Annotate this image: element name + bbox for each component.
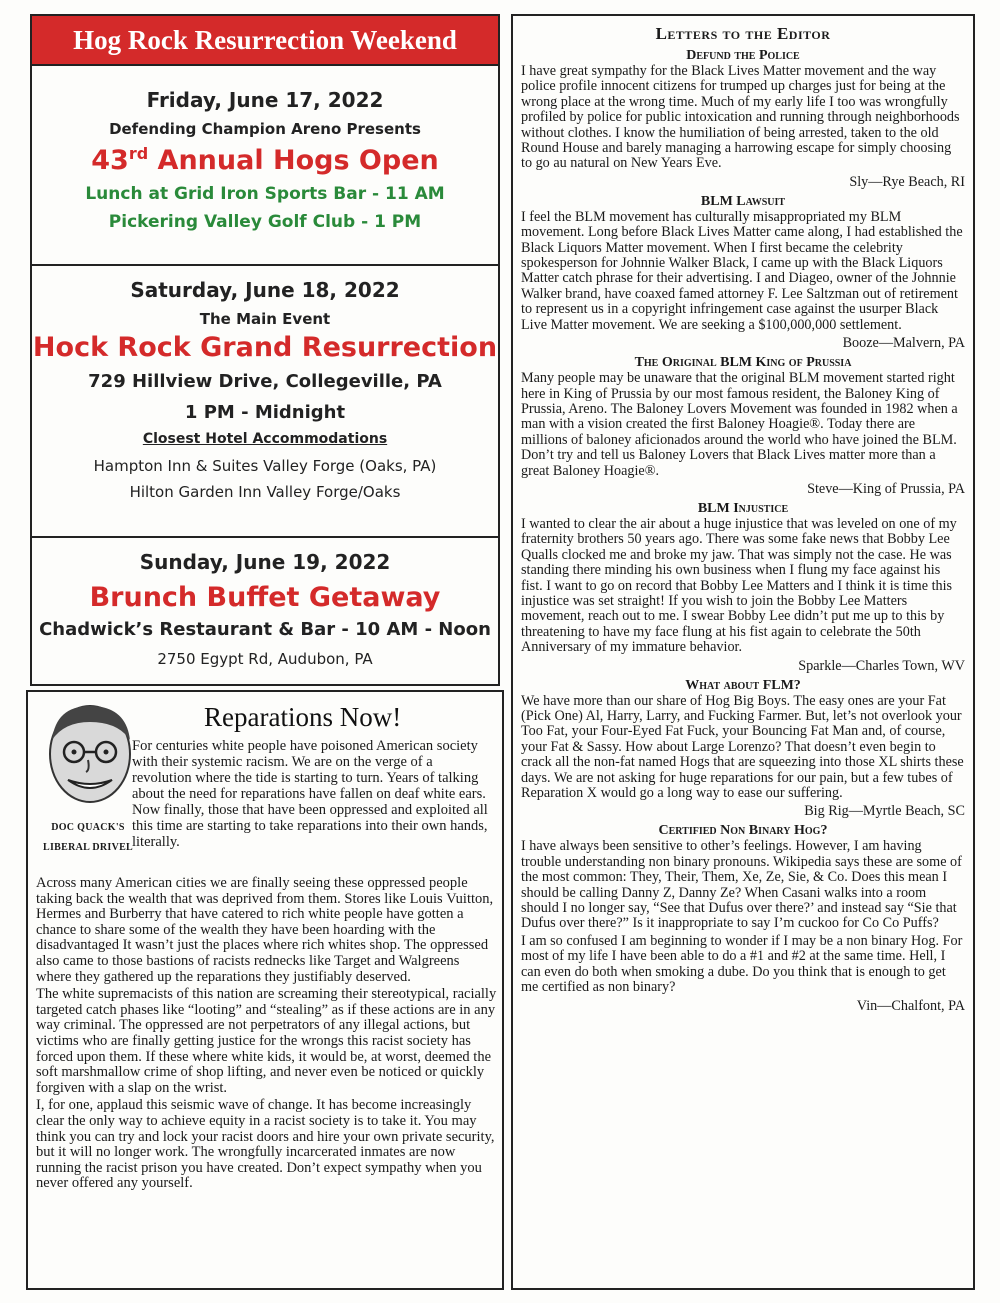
friday-golf: Pickering Valley Golf Club - 1 PM	[108, 212, 422, 232]
friday-title-num: 43	[91, 145, 129, 176]
letter-body	[521, 839, 965, 995]
saturday-date: Saturday, June 18, 2022	[130, 278, 400, 302]
friday-date: Friday, June 17, 2022	[146, 88, 384, 112]
weekend-banner: Hog Rock Resurrection Weekend	[32, 16, 498, 66]
letter-body	[521, 517, 965, 656]
friday-lunch: Lunch at Grid Iron Sports Bar - 11 AM	[85, 184, 445, 204]
letter-title: The Original BLM King of Prussia	[634, 355, 852, 371]
hotel-hilton: Hilton Garden Inn Valley Forge/Oaks	[129, 483, 401, 501]
letter-signature: Big Rig—Myrtle Beach, SC	[804, 803, 965, 820]
friday-title-sup: rd	[128, 144, 149, 163]
sunday-title: Brunch Buffet Getaway	[89, 582, 441, 613]
letter-body	[521, 694, 965, 802]
letter	[521, 678, 965, 820]
event-schedule-box	[30, 14, 500, 686]
letter-signature: Booze—Malvern, PA	[842, 335, 965, 352]
letters-column	[511, 14, 975, 1290]
friday-title	[32, 144, 498, 176]
letter-title: What about FLM?	[685, 677, 801, 693]
reparations-body	[36, 876, 498, 1194]
letter-signature: Sly—Rye Beach, RI	[849, 173, 965, 190]
letter-title: Defund the Police	[686, 48, 800, 63]
letter-body	[521, 371, 965, 479]
letter	[521, 194, 965, 351]
letter-paragraph: I feel the BLM movement has culturally misappropriated my BLM movement. Long before Black Lives Matter came along, I had established the Black Liquors Matter movement. When I first became the celebrity spokesperson for Johnnie Walker Black, I came up with the Black Liquors Matter catch phrase for their advertising. I and Diageo, owner of the Johnnie Walker brand, have coaxed famed attorney F. Lee Saltzman out of retirement to represent us in a copyright infringement case against the usurper Black Live Matter movement. We are seeking a $100,000,000 settlement.	[521, 208, 963, 333]
caption-line2: LIBERAL DRIVEL	[42, 842, 134, 853]
letter-paragraph: I have great sympathy for the Black Lives Matter movement and the way police profile innocent citizens for trumped up charges just for being at the wrong place at the wrong time. Much of my early life I too was wrongfully profiled by police for public intoxication and running through neighborhoods without clothes. I know the humiliation of being arrested, taken to the old Round House and barely managing a harrowing escape for simply choosing to go au natural on New Years Eve.	[521, 63, 960, 172]
saturday-title: Hock Rock Grand Resurrection	[32, 332, 498, 363]
sunday-address: 2750 Egypt Rd, Audubon, PA	[157, 650, 373, 668]
letter-signature: Vin—Chalfont, PA	[856, 997, 965, 1014]
saturday-time: 1 PM - Midnight	[184, 402, 346, 423]
letters-heading: Letters to the Editor	[655, 24, 831, 43]
letter	[521, 355, 965, 497]
letter-paragraph: Many people may be unaware that the original BLM movement started right here in King of Prussia by our most famous resident, the Baloney King of Prussia, Areno. The Baloney Lovers Movement was founded in 1982 when a man with a vision created the first Baloney Hoagie®. Today there are millions of baloney aficionados around the world who have joined the BLM. Don’t try and tell us Baloney Lovers that Black Lives matter more than a great Baloney Hoagie®.	[521, 370, 958, 479]
letter-title: Certified Non Binary Hog?	[658, 823, 828, 839]
saturday-section	[32, 266, 498, 538]
reparations-column	[26, 690, 504, 1290]
letter	[521, 48, 965, 190]
sunday-date: Sunday, June 19, 2022	[139, 550, 391, 574]
reparations-title: Reparations Now!	[204, 702, 402, 732]
hotel-hampton: Hampton Inn & Suites Valley Forge (Oaks, PA)	[93, 457, 437, 475]
friday-presenter: Defending Champion Areno Presents	[109, 120, 421, 138]
caricature-portrait	[34, 700, 144, 810]
sunday-section	[32, 538, 498, 686]
sunday-venue: Chadwick’s Restaurant & Bar - 10 AM - Noon	[39, 619, 491, 640]
letter	[521, 823, 965, 1013]
letter-signature: Steve—King of Prussia, PA	[807, 480, 965, 497]
letter-paragraph: I wanted to clear the air about a huge injustice that was leveled on one of my fraternity brothers 50 years ago. There was some fake news that Bobby Lee Qualls clocked me and broke my jaw. That was simply not the case. He was standing there minding his own business when I flung my face against his fist. I want to go on record that Bobby Lee Matters and I think it is time this injustice was set straight! If you wish to join the Bobby Lee Matters movement, reach out to me. I swear Bobby Lee didn’t put me up to this by threatening to have my face flung at his fist again to celebrate the 50th Anniversary of my immature behavior.	[521, 515, 957, 656]
letter-paragraph: We have more than our share of Hog Big Boys. The easy ones are your Fat (Pick One) Al, Harry, Larry, and Fucking Farmer. But, let’s not overlook your Too Fat, your Four-Eyed Fat Fuck, your Bouncing Fat Man and, of course, your Fat & Sassy. How about Large Lorenzo? That doesn’t even begin to crack all the non-fat named Hogs that are squeezing into those XL shirts these days. We are not asking for huge reparations for our pain, but a few tubes of Reparation X would go a long way to ease our suffering.	[521, 692, 964, 802]
letter-title: BLM Lawsuit	[700, 193, 786, 209]
friday-title-rest: Annual Hogs Open	[148, 145, 439, 176]
hotels-heading: Closest Hotel Accommodations	[142, 431, 388, 447]
friday-section	[32, 66, 498, 266]
letter-title: BLM Injustice	[697, 500, 789, 516]
letter	[521, 501, 965, 674]
saturday-address: 729 Hillview Drive, Collegeville, PA	[88, 371, 442, 392]
saturday-sub: The Main Event	[199, 310, 331, 328]
letter-paragraph: I have always been sensitive to other’s feelings. However, I am having trouble understanding non binary pronouns. Wikipedia says these are some of the most common: They, Their, Them, Xe, Ze, Sie, & Co. Does this mean I should be calling Danny Z, Danny Ze? When Casani walks into a room should I no longer say, “See that Dufus over there?’ and instead say “Sie that Dufus over there?” Is it inappropriate to say I’m cuckoo for Co Co Puffs?	[521, 838, 962, 932]
reparations-paragraph: I, for one, applaud this seismic wave of change. It has become increasingly clear the only way to achieve equity in a racist society is to take it. You may think you can try and lock your racist doors and hire your own private security, but it will no longer work. The wrongfully incarcerated inmates are now running the racist prison you have created. Don’t expect sympathy when you never offered any yourself.	[36, 1097, 495, 1192]
letter-signature: Sparkle—Charles Town, WV	[798, 657, 965, 674]
letter-paragraph: I am so confused I am beginning to wonder if I may be a non binary Hog. For most of my life I have been able to do a #1 and #2 at the same time. Hell, I can even do both when smoking a dube. Do you think that is enough to get me certified as non binary?	[521, 932, 963, 996]
caption-line1: DOC QUACK'S	[51, 822, 125, 833]
reparations-intro: For centuries white people have poisoned American society with their systemic racism. We are on the verge of a revolution where the tide is starting to turn. Years of talking about the need for reparations have fallen on deaf white ears. Now finally, those that have been oppressed and exploited all this time are starting to take reparations into their own hands, literally.	[132, 738, 488, 850]
reparations-paragraph: Across many American cities we are finally seeing these oppressed people taking back the wealth that was deprived from them. Stores like Louis Vuitton, Hermes and Burberry that have catered to rich white people have gotten a chance to share some of the wealth they have been hoarding with the disadvantaged It wasn’t just the places where rich whites shop. The oppressed also came to those bastions of racists rednecks like Target and Walgreens where they gathered up the reparations they justifiably deserved.	[36, 875, 494, 985]
letter-body	[521, 64, 965, 172]
column-caption	[38, 818, 138, 858]
letter-body	[521, 210, 965, 333]
reparations-paragraph: The white supremacists of this nation are screaming their stereotypical, racially targeted catch phases like “looting” and “stealing” as if these actions are in any way criminal. The oppressed are not perpetrators of any illegal actions, but victims who are finally getting justice for the wrongs this racist society has forced upon them. If these where white kids, it would be, at worst, deemed the soft marshmallow crime of shop lifting, and never even be noticed or quickly forgiven with a slap on the wrist.	[36, 986, 497, 1096]
